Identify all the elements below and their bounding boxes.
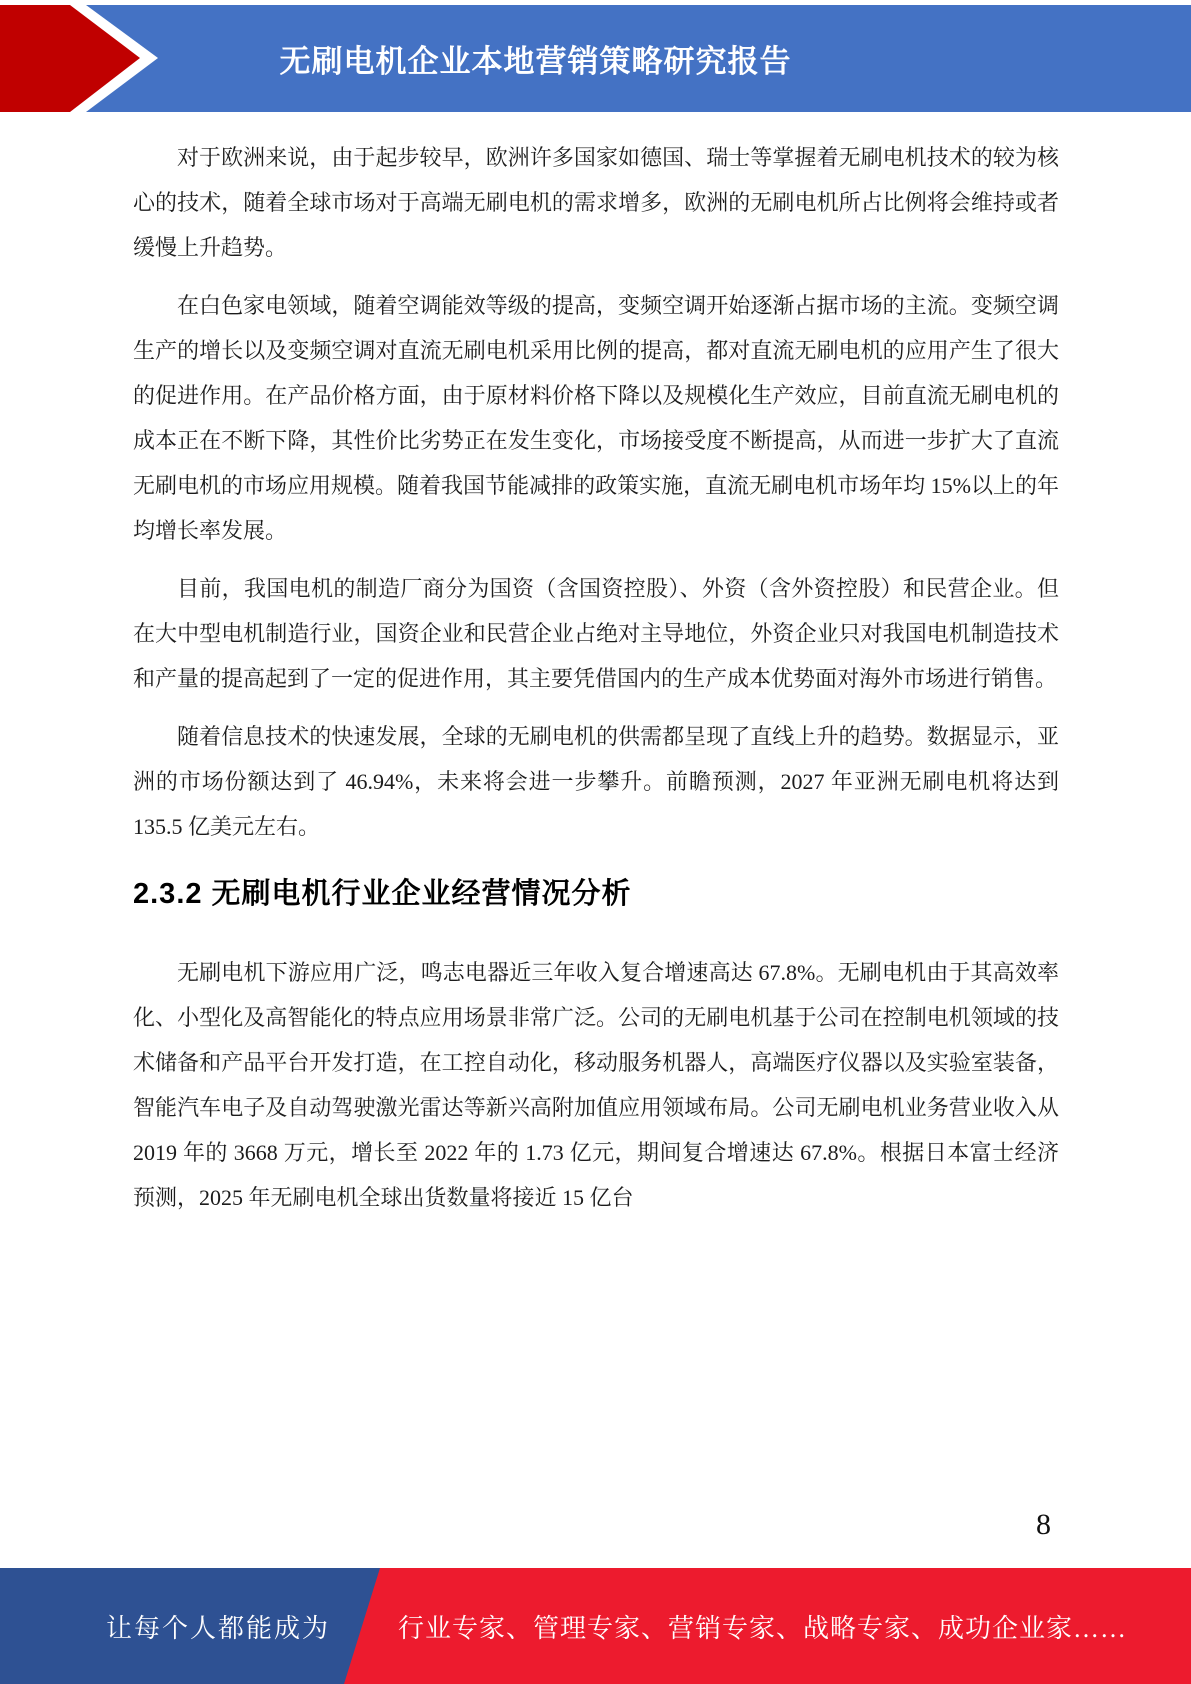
footer-slogan-right: 行业专家、管理专家、营销专家、战略专家、成功企业家…… (398, 1613, 1128, 1643)
paragraph-white-goods: 在白色家电领域，随着空调能效等级的提高，变频空调开始逐渐占据市场的主流。变频空调生产的增长以及变频空调对直流无刷电机采用比例的提高，都对直流无刷电机的应用产生了很大的促进作用。在产品价格方面，由于原材料价格下降以及规模化生产效应，目前直流无刷电机的成本正在不断下降，其性价比劣势正在发生变化，市场接受度不断提高，从而进一步扩大了直流无刷电机的市场应用规模。随着我国节能减排的政策实施，直流无刷电机市场年均 15%以上的年均增长率发展。 (133, 293, 1059, 543)
paragraph-manufacturers: 目前，我国电机的制造厂商分为国资（含国资控股）、外资（含外资控股）和民营企业。但在大中型电机制造行业，国资企业和民营企业占绝对主导地位，外资企业只对我国电机制造技术和产量的提高起到了一定的促进作用，其主要凭借国内的生产成本优势面对海外市场进行销售。 (133, 576, 1059, 691)
red-chevron-arrow-icon (0, 5, 170, 112)
footer-band (0, 1568, 1191, 1684)
document-body (133, 135, 1059, 1233)
report-title: 无刷电机企业本地营销策略研究报告 (279, 44, 792, 79)
paragraph-company-performance: 无刷电机下游应用广泛，鸣志电器近三年收入复合增速高达 67.8%。无刷电机由于其高效率化、小型化及高智能化的特点应用场景非常广泛。公司的无刷电机基于公司在控制电机领域的技术储备和产品平台开发打造，在工控自动化，移动服务机器人，高端医疗仪器以及实验室装备，智能汽车电子及自动驾驶激光雷达等新兴高附加值应用领域布局。公司无刷电机业务营业收入从 2019 年的 3668 万元，增长至 2022 年的 1.73 亿元，期间复合增速达 67.8%。根据日本富士经济预测，2025 年无刷电机全球出货数量将接近 15 亿台 (133, 960, 1059, 1210)
paragraph-asia-market: 随着信息技术的快速发展，全球的无刷电机的供需都呈现了直线上升的趋势。数据显示，亚洲的市场份额达到了 46.94%，未来将会进一步攀升。前瞻预测，2027 年亚洲无刷电机将达到 135.5 亿美元左右。 (133, 724, 1059, 839)
section-heading-2-3-2: 2.3.2 无刷电机行业企业经营情况分析 (133, 878, 632, 910)
footer-slogan-left: 让每个人都能成为 (105, 1613, 330, 1643)
header-band (0, 5, 1191, 112)
paragraph-europe-overview: 对于欧洲来说，由于起步较早，欧洲许多国家如德国、瑞士等掌握着无刷电机技术的较为核心的技术，随着全球市场对于高端无刷电机的需求增多，欧洲的无刷电机所占比例将会维持或者缓慢上升趋势。 (133, 145, 1059, 260)
page-number: 8 (1036, 1508, 1051, 1541)
